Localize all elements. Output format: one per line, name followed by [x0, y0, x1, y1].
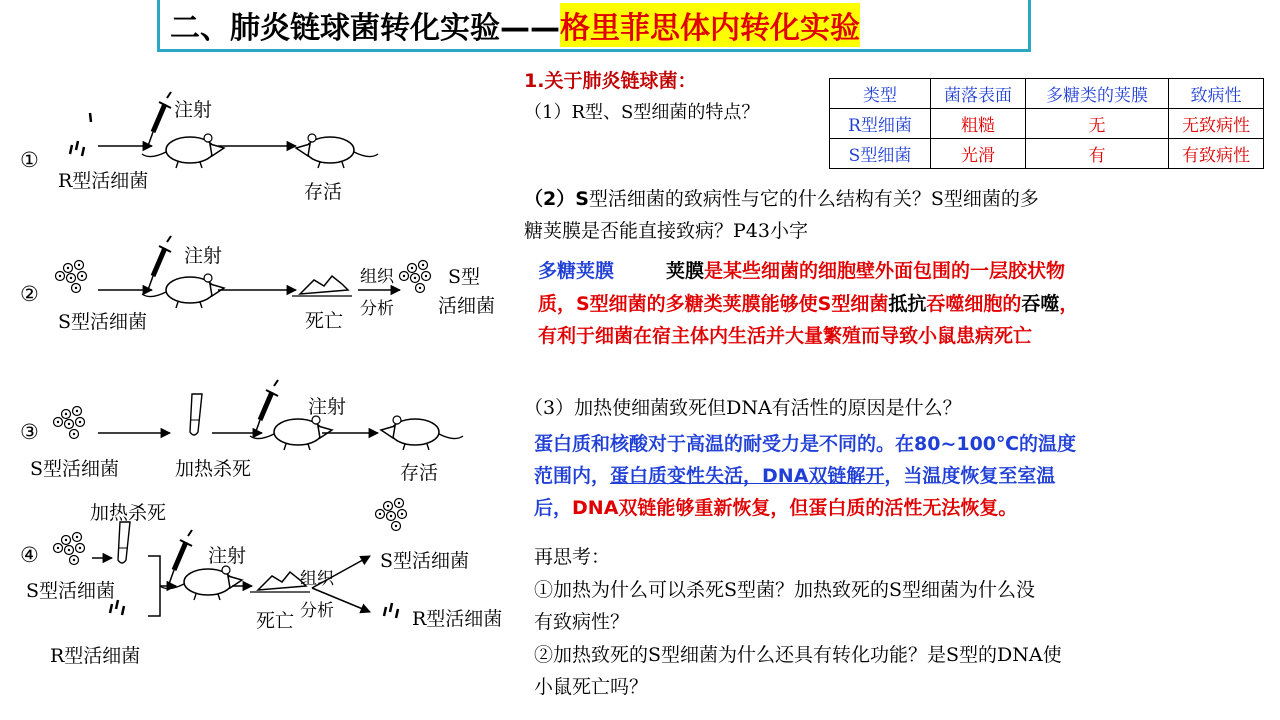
exp4-inject-label: 注射 — [208, 545, 247, 567]
exp3-bacteria-label: S型活细菌 — [30, 458, 120, 480]
s-bacteria-icon — [400, 261, 431, 293]
table-cell: 无 — [1026, 109, 1169, 139]
syringe-icon — [148, 92, 171, 146]
exp4-r-bacteria-label: R型活细菌 — [50, 645, 141, 667]
exp4-heat-label: 加热杀死 — [90, 502, 167, 524]
exp3-heat-label: 加热杀死 — [175, 458, 252, 480]
exp3-result-label: 存活 — [400, 462, 439, 484]
exp2-number: ② — [20, 282, 39, 306]
table-cell: S型细菌 — [830, 139, 931, 169]
mouse-alive-icon — [381, 416, 463, 450]
answer-3-text-c: 后， — [534, 497, 573, 519]
traits-table — [829, 78, 1264, 169]
s-bacteria-icon — [54, 533, 85, 565]
exp3-number: ③ — [20, 420, 39, 444]
answer-2-line-2 — [538, 289, 1078, 319]
table-header-row — [830, 79, 1264, 109]
answer-2-comma: ， — [1059, 293, 1079, 315]
answer-2-term: 多糖荚膜 — [538, 260, 615, 282]
question-2-line-1 — [524, 184, 1039, 214]
rethink-line-2: 有致病性？ — [534, 611, 630, 633]
exp1-bacteria-label: R型活细菌 — [58, 170, 149, 192]
title-prefix: 二、肺炎链球菌转化实验—— — [170, 10, 560, 46]
table-row — [830, 139, 1264, 169]
test-tube-icon — [118, 522, 130, 563]
mouse-icon — [142, 134, 224, 168]
question-2-text: 型活细菌的致病性与它的什么结构有关？S型细菌的多 — [588, 188, 1039, 210]
question-2-prefix: （2）S — [524, 188, 589, 210]
answer-2-capsule: 荚膜 — [666, 260, 705, 282]
answer-2-text-a: 质，S型细菌的多糖类荚膜能够使S型细菌 — [538, 293, 889, 315]
rethink-line-3: ②加热致死的S型细菌为什么还具有转化功能？是S型的DNA使 — [534, 644, 1062, 666]
answer-2-resist: 抵抗 — [888, 293, 927, 315]
table-row — [830, 109, 1264, 139]
answer-3-underlined: 蛋白质变性失活，DNA双链解开 — [610, 465, 885, 487]
section1-heading: 1.关于肺炎链球菌： — [524, 70, 697, 92]
exp1-result-label: 存活 — [304, 181, 343, 203]
exp2-output-label-2: 活细菌 — [438, 295, 496, 317]
answer-2-line-1 — [538, 256, 1065, 286]
table-header: 致病性 — [1169, 79, 1264, 109]
answer-3-line-2 — [534, 461, 1055, 491]
exp4-result-label: 死亡 — [256, 610, 295, 632]
exp3-inject-label: 注射 — [308, 396, 347, 418]
question-3: （3）加热使细菌致死但DNA有活性的原因是什么？ — [524, 397, 962, 419]
r-bacteria-icon — [70, 141, 84, 156]
exp2-analysis-label-1: 组织 — [360, 267, 394, 287]
table-cell: R型细菌 — [830, 109, 931, 139]
answer-2-text-c: 吞噬细胞的 — [926, 293, 1022, 315]
experiment-1-row — [70, 92, 378, 168]
answer-3-line-3 — [534, 493, 1017, 523]
dead-mouse-icon — [292, 276, 352, 296]
exp1-number: ① — [20, 148, 39, 172]
table-cell: 光滑 — [931, 139, 1026, 169]
s-bacteria-icon — [54, 407, 85, 439]
exp4-s-bacteria-label: S型活细菌 — [26, 580, 116, 602]
test-tube-icon — [190, 394, 202, 435]
mouse-alive-icon — [296, 134, 378, 168]
exp2-bacteria-label: S型活细菌 — [58, 311, 148, 333]
exp2-analysis-label-2: 分析 — [360, 299, 394, 319]
exp2-inject-label: 注射 — [184, 245, 223, 267]
answer-2-def: 是某些细菌的细胞壁外面包围的一层胶状物 — [704, 260, 1066, 282]
table-cell: 无致病性 — [1169, 109, 1264, 139]
mouse-icon — [142, 274, 224, 308]
table-header: 菌落表面 — [931, 79, 1026, 109]
experiment-3-row — [54, 380, 464, 450]
exp1-inject-label: 注射 — [174, 99, 213, 121]
exp2-output-label: S型 — [448, 266, 481, 288]
table-header: 多糖类的荚膜 — [1026, 79, 1169, 109]
answer-3-text-d: DNA双链能够重新恢复，但蛋白质的活性无法恢复。 — [572, 497, 1018, 519]
table-cell: 有致病性 — [1169, 139, 1264, 169]
exp2-result-label: 死亡 — [305, 310, 344, 332]
answer-2-engulf: 吞噬 — [1021, 293, 1060, 315]
r-bacteria-icon — [384, 603, 398, 618]
exp4-number: ④ — [20, 543, 39, 567]
rethink-line-4: 小鼠死亡吗？ — [534, 676, 649, 698]
table-cell: 粗糙 — [931, 109, 1026, 139]
table-cell: 有 — [1026, 139, 1169, 169]
mouse-icon — [250, 416, 332, 450]
question-1: （1）R型、S型细菌的特点？ — [524, 102, 760, 123]
answer-2-line-3: 有利于细菌在宿主体内生活并大量繁殖而导致小鼠患病死亡 — [538, 325, 1033, 347]
s-bacteria-icon — [56, 261, 87, 293]
rethink-heading: 再思考： — [534, 546, 611, 568]
table-header: 类型 — [830, 79, 931, 109]
question-2-line-2: 糖荚膜是否能直接致病？P43小字 — [524, 220, 808, 242]
exp4-analysis-label-1: 组织 — [300, 569, 334, 589]
syringe-icon — [255, 380, 278, 434]
answer-3-line-1: 蛋白质和核酸对于高温的耐受力是不同的。在80~100℃的温度 — [534, 433, 1077, 455]
exp4-out-s-label: S型活细菌 — [380, 550, 470, 572]
answer-3-text-a: 范围内， — [534, 465, 611, 487]
answer-3-text-b: ，当温度恢复至室温 — [884, 465, 1056, 487]
exp4-analysis-label-2: 分析 — [300, 601, 334, 621]
syringe-icon — [148, 236, 171, 290]
exp4-out-r-label: R型活细菌 — [412, 608, 503, 630]
rethink-line-1: ①加热为什么可以杀死S型菌？加热致死的S型细菌为什么没 — [534, 579, 1036, 601]
title-highlight: 格里菲思体内转化实验 — [560, 3, 860, 47]
s-bacteria-icon — [376, 499, 407, 531]
mouse-icon — [160, 566, 242, 600]
